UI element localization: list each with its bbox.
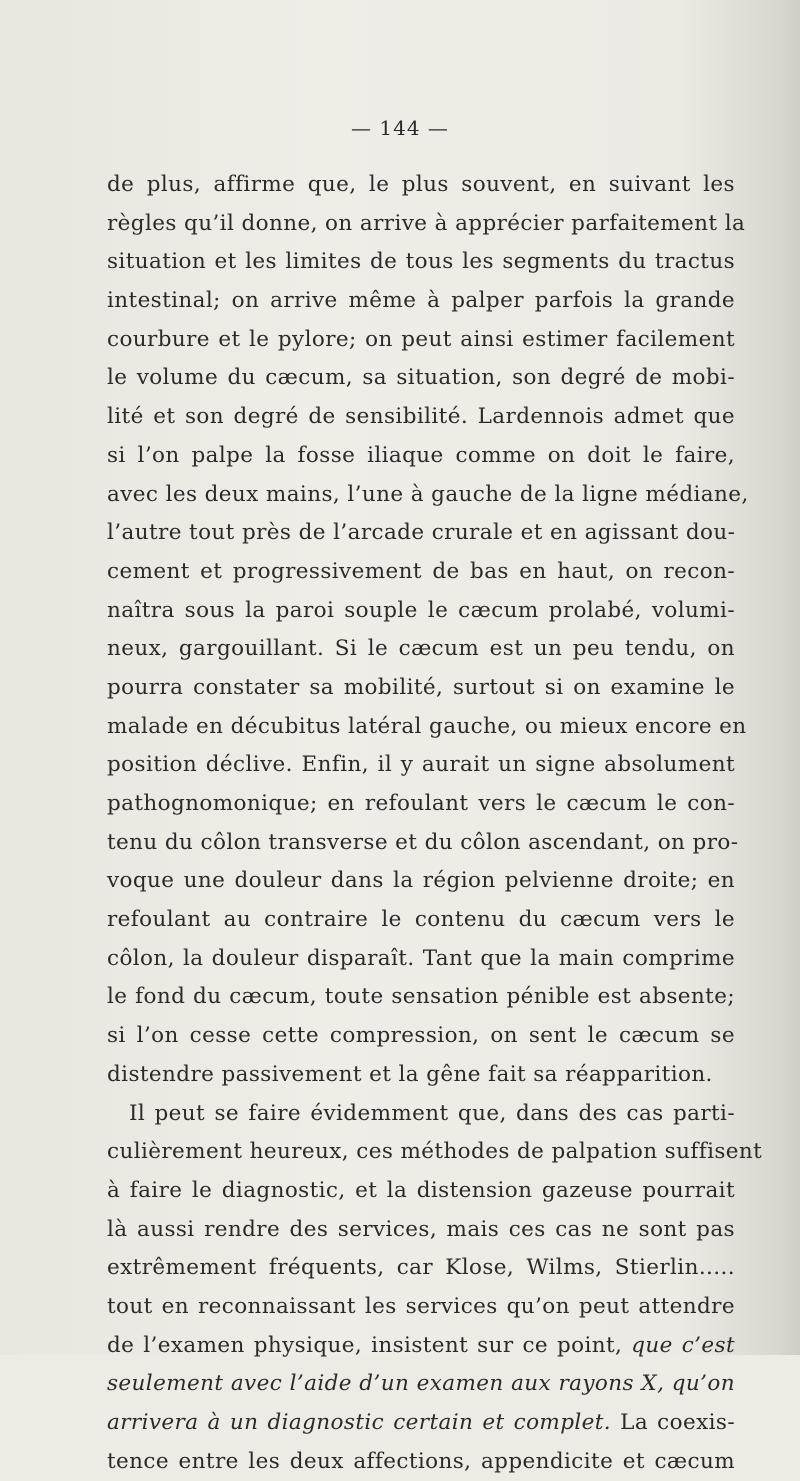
text-line: voque une douleur dans la région pelvienne droite; en [107, 868, 735, 894]
text-line: situation et les limites de tous les segments du tractus [107, 249, 735, 275]
page-number: — 144 — [351, 116, 449, 140]
text-line-mixed [107, 1404, 735, 1443]
body-text [107, 166, 763, 1481]
text-line: le volume du cæcum, sa situation, son degré de mobi- [107, 365, 735, 391]
italic-segment: que c’est [631, 1332, 736, 1358]
text-line: extrêmement fréquents, car Klose, Wilms, Stierlin..... [107, 1255, 735, 1281]
text-line: culièrement heureux, ces méthodes de palpation suffisent [107, 1139, 763, 1165]
text-line: tout en reconnaissant les services qu’on peut attendre [107, 1293, 735, 1319]
text-line: courbure et le pylore; on peut ainsi estimer facilement [107, 326, 735, 352]
text-line: règles qu’il donne, on arrive à apprécier parfaitement la [107, 210, 746, 236]
text-segment: La coexis- [620, 1410, 735, 1435]
text-line: si l’on palpe la fosse iliaque comme on doit le faire, [107, 442, 735, 468]
text-line: position déclive. Enfin, il y aurait un signe absolument [107, 752, 735, 778]
text-line-mixed [107, 1327, 735, 1366]
text-line: Il peut se faire évidemment que, dans des cas parti- [129, 1100, 735, 1126]
text-line: l’autre tout près de l’arcade crurale et en agissant dou- [107, 520, 736, 546]
text-line: distendre passivement et la gêne fait sa réapparition. [107, 1061, 713, 1087]
text-line: pourra constater sa mobilité, surtout si on examine le [107, 674, 735, 700]
text-line: avec les deux mains, l’une à gauche de la ligne médiane, [107, 481, 749, 507]
text-line: malade en décubitus latéral gauche, ou mieux encore en [107, 713, 747, 739]
text-line: là aussi rendre des services, mais ces cas ne sont pas [107, 1216, 735, 1242]
text-line: tenu du côlon transverse et du côlon ascendant, on pro- [107, 829, 739, 855]
text-line: intestinal; on arrive même à palper parfois la grande [107, 288, 735, 314]
text-line: refoulant au contraire le contenu du cæcum vers le [107, 907, 735, 933]
italic-line: seulement avec l’aide d’un examen aux rayons X, qu’on [107, 1371, 735, 1397]
text-line: si l’on cesse cette compression, on sent le cæcum se [107, 1023, 735, 1049]
text-line: de plus, affirme que, le plus souvent, en suivant les [107, 172, 735, 197]
text-line: à faire le diagnostic, et la distension gazeuse pourrait [107, 1177, 735, 1203]
text-line: côlon, la douleur disparaît. Tant que la main comprime [107, 945, 735, 971]
text-line: pathognomonique; en refoulant vers le cæcum le con- [107, 791, 735, 816]
text-line: naîtra sous la paroi souple le cæcum prolabé, volumi- [107, 597, 735, 623]
text-line: cement et progressivement de bas en haut, on recon- [107, 558, 735, 584]
text-line: lité et son degré de sensibilité. Lardennois admet que [107, 404, 735, 430]
text-line: le fond du cæcum, toute sensation pénible est absente; [107, 984, 735, 1010]
text-segment: de l’examen physique, insistent sur ce point, [107, 1332, 623, 1358]
italic-segment: arrivera à un diagnostic certain et complet. [107, 1410, 612, 1435]
text-line: neux, gargouillant. Si le cæcum est un peu tendu, on [107, 636, 735, 662]
text-line: tence entre les deux affections, appendicite et cæcum [107, 1448, 735, 1474]
